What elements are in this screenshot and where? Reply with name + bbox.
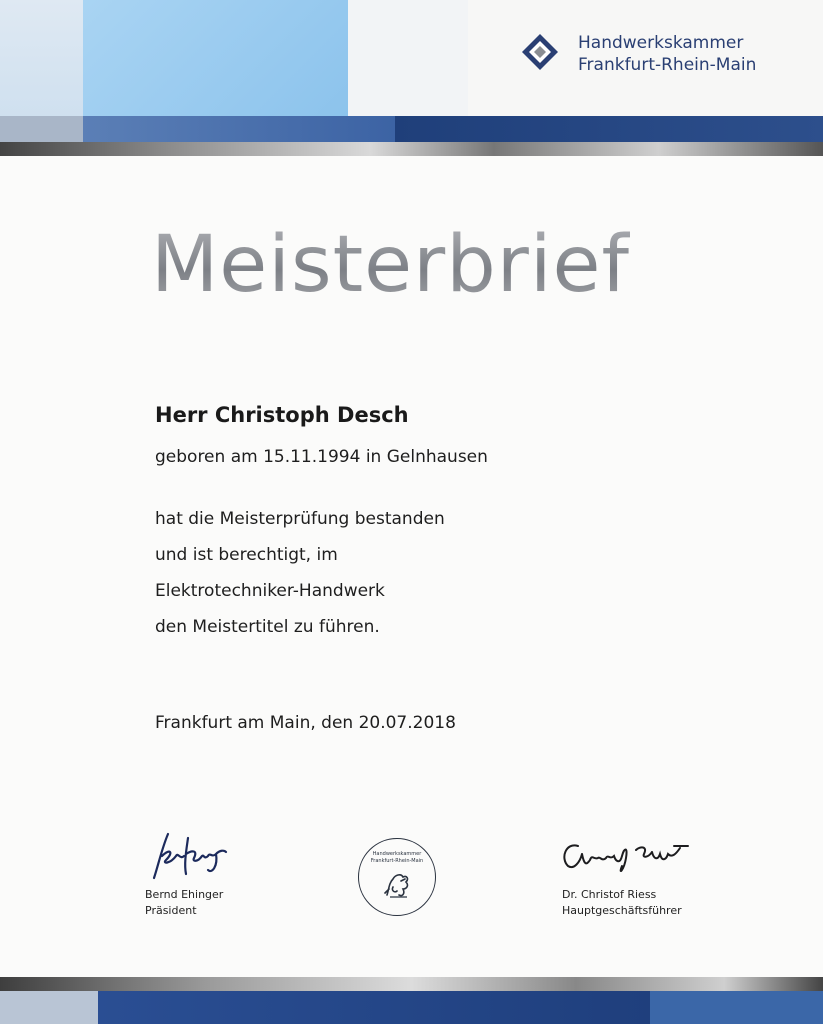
seal-text-line1: Handwerkskammer xyxy=(372,851,422,857)
official-seal xyxy=(358,838,436,916)
recipient-birth-info: geboren am 15.11.1994 in Gelnhausen xyxy=(155,447,488,467)
body-line-1: hat die Meisterprüfung bestanden xyxy=(155,509,445,529)
seal-text-line2: Frankfurt-Rhein-Main xyxy=(370,858,424,864)
document-title: Meisterbrief xyxy=(151,220,630,310)
footer-band-grey xyxy=(0,991,98,1024)
recipient-name: Herr Christoph Desch xyxy=(155,403,409,427)
footer-band-dark-blue xyxy=(98,991,650,1024)
signature-riess xyxy=(556,836,696,880)
body-line-4: den Meistertitel zu führen. xyxy=(155,617,380,637)
footer-silver-stripe xyxy=(0,977,823,991)
signatory-left-role: Präsident xyxy=(145,904,197,917)
header-band-grey xyxy=(0,116,83,142)
signatory-right-role: Hauptgeschäftsführer xyxy=(562,904,682,917)
header-block-light-blue xyxy=(83,0,348,118)
header-block-pale xyxy=(348,0,468,118)
footer-band-blue xyxy=(650,991,823,1024)
organization-name-line2: Frankfurt-Rhein-Main xyxy=(578,55,757,75)
header-block-left xyxy=(0,0,83,118)
organization-name-line1: Handwerkskammer xyxy=(578,33,744,53)
place-and-date: Frankfurt am Main, den 20.07.2018 xyxy=(155,713,456,733)
header-band-dark-blue xyxy=(395,116,823,142)
signatory-right xyxy=(562,887,682,919)
signature-ehinger xyxy=(140,826,240,884)
hessian-lion-icon xyxy=(381,867,415,901)
signatory-left-name: Bernd Ehinger xyxy=(145,888,224,901)
body-line-3: Elektrotechniker-Handwerk xyxy=(155,581,385,601)
signatory-right-name: Dr. Christof Riess xyxy=(562,888,657,901)
header-band-blue xyxy=(83,116,395,142)
signatory-left xyxy=(145,887,223,919)
organization-name xyxy=(578,32,756,76)
header-silver-stripe xyxy=(0,142,823,156)
body-line-2: und ist berechtigt, im xyxy=(155,545,338,565)
hwk-cube-logo-icon xyxy=(521,33,559,71)
